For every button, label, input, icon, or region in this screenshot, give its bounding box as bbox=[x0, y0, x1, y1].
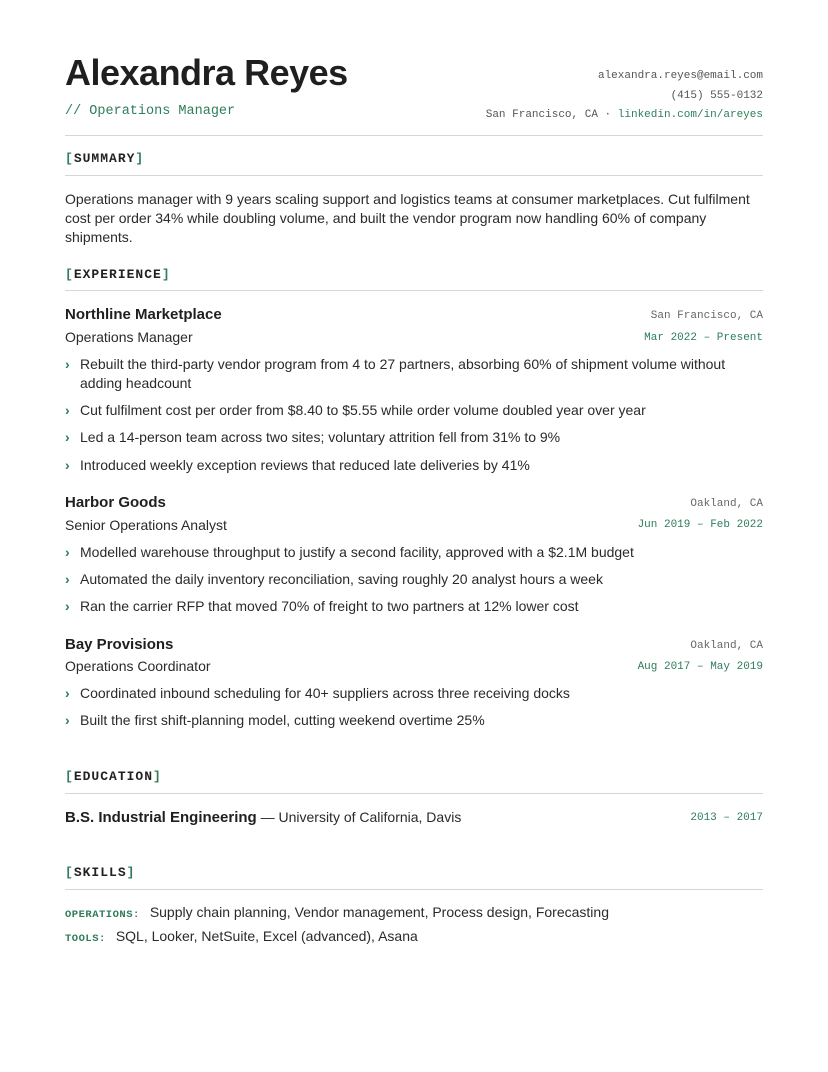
job-dates: Mar 2022 – Present bbox=[644, 332, 763, 344]
job-bullet: › Cut fulfilment cost per order from $8.40 to $5.55 while order volume doubled year over year bbox=[65, 402, 646, 418]
candidate-name: Alexandra Reyes bbox=[65, 52, 348, 93]
job-title: Operations Coordinator bbox=[65, 658, 211, 674]
section-heading-experience: [EXPERIENCE] bbox=[65, 267, 171, 282]
education-dates: 2013 – 2017 bbox=[690, 812, 763, 824]
job-dates: Aug 2017 – May 2019 bbox=[637, 661, 763, 673]
summary-divider bbox=[65, 175, 763, 176]
education-divider bbox=[65, 793, 763, 794]
phone: (415) 555-0132 bbox=[670, 89, 763, 102]
skill-label: OPERATIONS: bbox=[65, 909, 140, 921]
chevron-right-icon: › bbox=[65, 598, 70, 614]
experience-divider bbox=[65, 290, 763, 291]
summary-text: Operations manager with 9 years scaling support and logistics teams at consumer marketplaces. Cut fulfilment cost per order 34% while doubling volume, and built the vendor program now handling 60% of company shipments. bbox=[65, 191, 750, 245]
job-bullet: › Modelled warehouse throughput to justify a second facility, approved with a $2.1M budget bbox=[65, 544, 634, 560]
job-dates: Jun 2019 – Feb 2022 bbox=[637, 519, 763, 531]
chevron-right-icon: › bbox=[65, 712, 70, 728]
job-company: Bay Provisions bbox=[65, 636, 174, 653]
chevron-right-icon: › bbox=[65, 685, 70, 701]
linkedin-link[interactable]: linkedin.com/in/areyes bbox=[617, 109, 763, 121]
chevron-right-icon: › bbox=[65, 571, 70, 587]
chevron-right-icon: › bbox=[65, 429, 70, 445]
job-bullet: › Ran the carrier RFP that moved 70% of freight to two partners at 12% lower cost bbox=[65, 598, 579, 614]
skill-value: SQL, Looker, NetSuite, Excel (advanced), Asana bbox=[115, 928, 418, 944]
section-heading-skills: [SKILLS] bbox=[65, 865, 136, 880]
school: University of California, Davis bbox=[278, 809, 462, 825]
contact-block bbox=[486, 67, 763, 126]
location-linkedin-line bbox=[486, 106, 763, 126]
job-bullet: › Rebuilt the third-party vendor program from 4 to 27 partners, absorbing 60% of shipment volume without adding headcount bbox=[65, 356, 726, 391]
job-location: Oakland, CA bbox=[690, 498, 763, 510]
section-heading-education: [EDUCATION] bbox=[65, 769, 162, 784]
location: San Francisco, CA bbox=[485, 109, 598, 121]
chevron-right-icon: › bbox=[65, 356, 70, 372]
candidate-role: // Operations Manager bbox=[65, 104, 236, 119]
skill-label: TOOLS: bbox=[65, 933, 106, 945]
email[interactable]: alexandra.reyes@email.com bbox=[597, 70, 763, 82]
chevron-right-icon: › bbox=[65, 402, 70, 418]
job-company: Harbor Goods bbox=[65, 494, 166, 511]
job-company: Northline Marketplace bbox=[65, 306, 222, 323]
job-bullet: › Introduced weekly exception reviews that reduced late deliveries by 41% bbox=[65, 457, 530, 473]
job-title: Operations Manager bbox=[65, 329, 193, 345]
job-location: Oakland, CA bbox=[690, 640, 763, 652]
job-bullet: › Led a 14-person team across two sites; voluntary attrition fell from 31% to 9% bbox=[65, 429, 561, 445]
job-title: Senior Operations Analyst bbox=[65, 517, 227, 533]
skills-divider bbox=[65, 889, 763, 890]
skill-row-tools bbox=[65, 928, 418, 945]
job-location: San Francisco, CA bbox=[650, 310, 763, 322]
section-heading-summary: [SUMMARY] bbox=[65, 151, 145, 166]
job-bullet: › Automated the daily inventory reconciliation, saving roughly 20 analyst hours a week bbox=[65, 571, 603, 587]
skill-row-operations bbox=[65, 904, 609, 921]
contact-separator: · bbox=[604, 109, 612, 121]
education-entry: B.S. Industrial Engineering — University of California, Davis bbox=[65, 809, 462, 826]
chevron-right-icon: › bbox=[65, 544, 70, 560]
skill-value: Supply chain planning, Vendor management, Process design, Forecasting bbox=[149, 904, 609, 920]
job-bullet: › Built the first shift-planning model, cutting weekend overtime 25% bbox=[65, 712, 485, 728]
header-divider bbox=[65, 135, 763, 136]
chevron-right-icon: › bbox=[65, 457, 70, 473]
degree: B.S. Industrial Engineering bbox=[65, 809, 257, 826]
job-bullet: › Coordinated inbound scheduling for 40+ suppliers across three receiving docks bbox=[65, 685, 570, 701]
